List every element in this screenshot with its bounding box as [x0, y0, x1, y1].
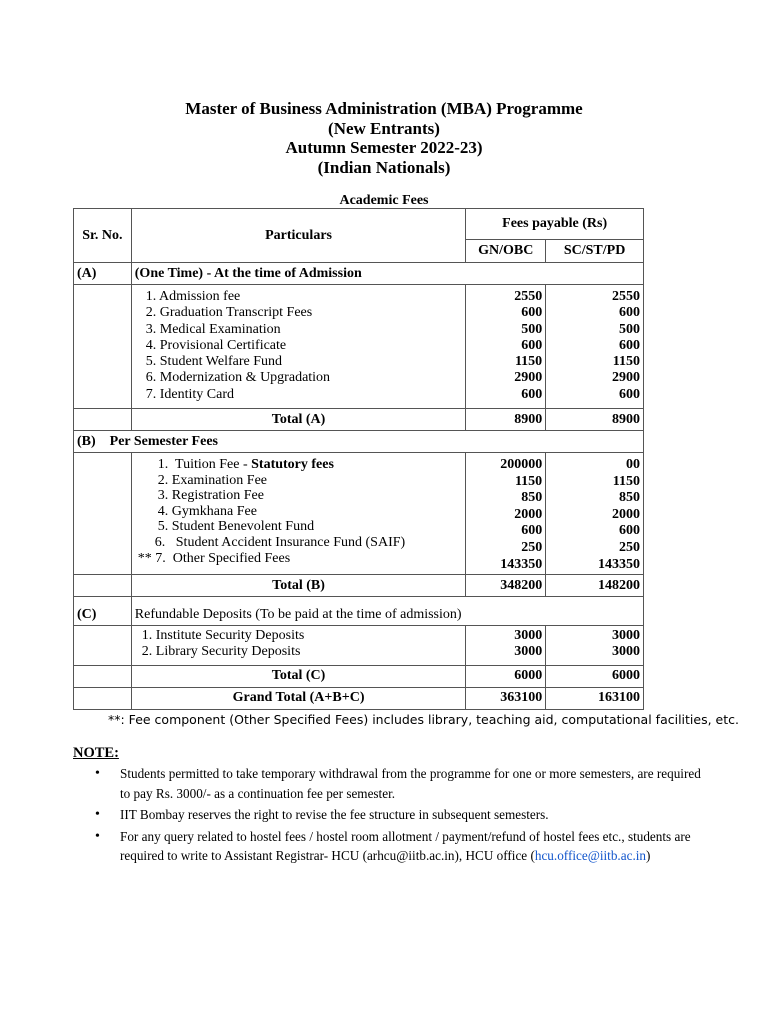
header-particulars: Particulars [131, 209, 466, 263]
title-line-2: (New Entrants) [328, 118, 440, 138]
amount: 3000 [612, 628, 640, 643]
amount: 600 [521, 386, 543, 402]
amount: 2900 [514, 370, 543, 386]
section-b-sc-values [546, 453, 644, 575]
total-b-gn: 348200 [466, 575, 546, 597]
total-c-gn: 6000 [466, 665, 546, 687]
amount: 500 [619, 321, 640, 337]
section-c-gn-values [466, 626, 546, 666]
list-item [73, 764, 713, 803]
amount: 2550 [514, 289, 543, 304]
list-item: 6. Student Accident Insurance Fund (SAIF) [154, 534, 406, 550]
section-a-title: (One Time) - At the time of Admission [131, 263, 643, 285]
note-heading: NOTE: [73, 745, 119, 761]
amount: 3000 [514, 644, 543, 660]
amount: 850 [619, 490, 640, 506]
bullet-icon: • [95, 828, 100, 844]
section-a-sc-values [546, 285, 644, 409]
section-c-label: (C) [74, 597, 132, 626]
amount: 500 [521, 321, 543, 337]
list-item: ** 7. Other Specified Fees [137, 550, 291, 566]
fees-table [73, 208, 644, 710]
section-b-items [131, 453, 466, 575]
grand-total-gn: 363100 [466, 687, 546, 709]
section-b-gn-values [466, 453, 546, 575]
section-a-label: (A) [74, 263, 132, 285]
total-a-label: Total (A) [131, 409, 466, 431]
amount: 600 [521, 305, 543, 321]
section-a-items [131, 285, 466, 409]
amount: 850 [521, 490, 543, 506]
hcu-office-email-link[interactable]: hcu.office@iitb.ac.in [534, 848, 646, 863]
document-title [0, 99, 768, 177]
list-item: 5. Student Welfare Fund [145, 354, 283, 370]
grand-total-sc: 163100 [546, 687, 644, 709]
amount: 200000 [500, 457, 543, 472]
list-item [73, 805, 713, 825]
list-item: 1. Admission fee [145, 289, 241, 304]
bullet-icon: • [95, 766, 100, 781]
title-line-4: (Indian Nationals) [317, 157, 451, 177]
total-c-label: Total (C) [131, 665, 466, 687]
section-a-gn-values [466, 285, 546, 409]
grand-total-label: Grand Total (A+B+C) [131, 687, 466, 709]
list-item: 7. Identity Card [145, 386, 235, 402]
section-c-items [131, 626, 466, 666]
amount: 600 [619, 386, 640, 402]
amount: 143350 [598, 556, 640, 572]
title-line-1: Master of Business Administration (MBA) Programme [185, 99, 583, 118]
notes-list [73, 764, 713, 868]
total-c-sc: 6000 [546, 665, 644, 687]
list-item: 4. Provisional Certificate [145, 337, 287, 353]
list-item [73, 827, 713, 866]
amount: 1150 [612, 473, 640, 489]
section-c-title: Refundable Deposits (To be paid at the time of admission) [131, 597, 643, 626]
list-item: 1. Tuition Fee - Statutory fees [157, 457, 334, 472]
amount: 250 [521, 539, 543, 555]
amount: 2000 [514, 506, 543, 522]
amount: 2900 [612, 370, 640, 386]
list-item: 2. Library Security Deposits [141, 644, 301, 660]
amount: 600 [619, 305, 640, 321]
note-text: IIT Bombay reserves the right to revise the fee structure in subsequent semesters. [120, 807, 549, 822]
total-a-sc: 8900 [546, 409, 644, 431]
list-item: 1. Institute Security Deposits [141, 628, 305, 643]
amount: 600 [521, 337, 543, 353]
header-fees-payable: Fees payable (Rs) [466, 209, 644, 240]
list-item: 2. Graduation Transcript Fees [145, 305, 313, 321]
total-b-sc: 148200 [546, 575, 644, 597]
section-b-title: (B) Per Semester Fees [74, 431, 644, 453]
amount: 00 [626, 457, 640, 472]
amount: 2550 [612, 289, 640, 304]
header-srno: Sr. No. [74, 209, 132, 263]
note-text: For any query related to hostel fees / hostel room allotment / payment/refund of hostel fees etc., students are required to write to Assistant Registrar- HCU (arhcu@iitb.ac.in), HCU office ( [120, 828, 691, 863]
amount: 1150 [612, 354, 640, 370]
amount: 3000 [514, 628, 543, 643]
list-item: 5. Student Benevolent Fund [157, 519, 315, 535]
list-item: 4. Gymkhana Fee [157, 503, 257, 519]
amount: 3000 [612, 644, 640, 660]
amount: 1150 [514, 473, 543, 489]
amount: 600 [521, 523, 543, 539]
title-line-3: Autumn Semester 2022-23) [285, 138, 483, 157]
note-text: Students permitted to take temporary withdrawal from the programme for one or more semesters, are required to pay Rs. 3000/- as a continuation fee per semester. [120, 766, 701, 801]
header-gn-obc: GN/OBC [466, 240, 546, 263]
amount: 2000 [612, 506, 640, 522]
bullet-icon: • [95, 807, 100, 822]
amount: 600 [619, 523, 640, 539]
total-a-gn: 8900 [466, 409, 546, 431]
table-caption: Academic Fees [339, 193, 429, 208]
list-item: 3. Medical Examination [145, 321, 281, 337]
amount: 143350 [500, 556, 543, 572]
amount: 250 [619, 539, 640, 555]
list-item: 3. Registration Fee [157, 488, 264, 504]
header-sc-st-pd: SC/ST/PD [546, 240, 644, 263]
total-b-label: Total (B) [131, 575, 466, 597]
footnote: **: Fee component (Other Specified Fees) includes library, teaching aid, computational facilities, etc. [108, 712, 739, 727]
list-item: 2. Examination Fee [157, 472, 268, 488]
note-text-end: ) [646, 848, 651, 863]
section-c-sc-values [546, 626, 644, 666]
amount: 1150 [514, 354, 543, 370]
list-item: 6. Modernization & Upgradation [145, 370, 331, 386]
amount: 600 [619, 337, 640, 353]
